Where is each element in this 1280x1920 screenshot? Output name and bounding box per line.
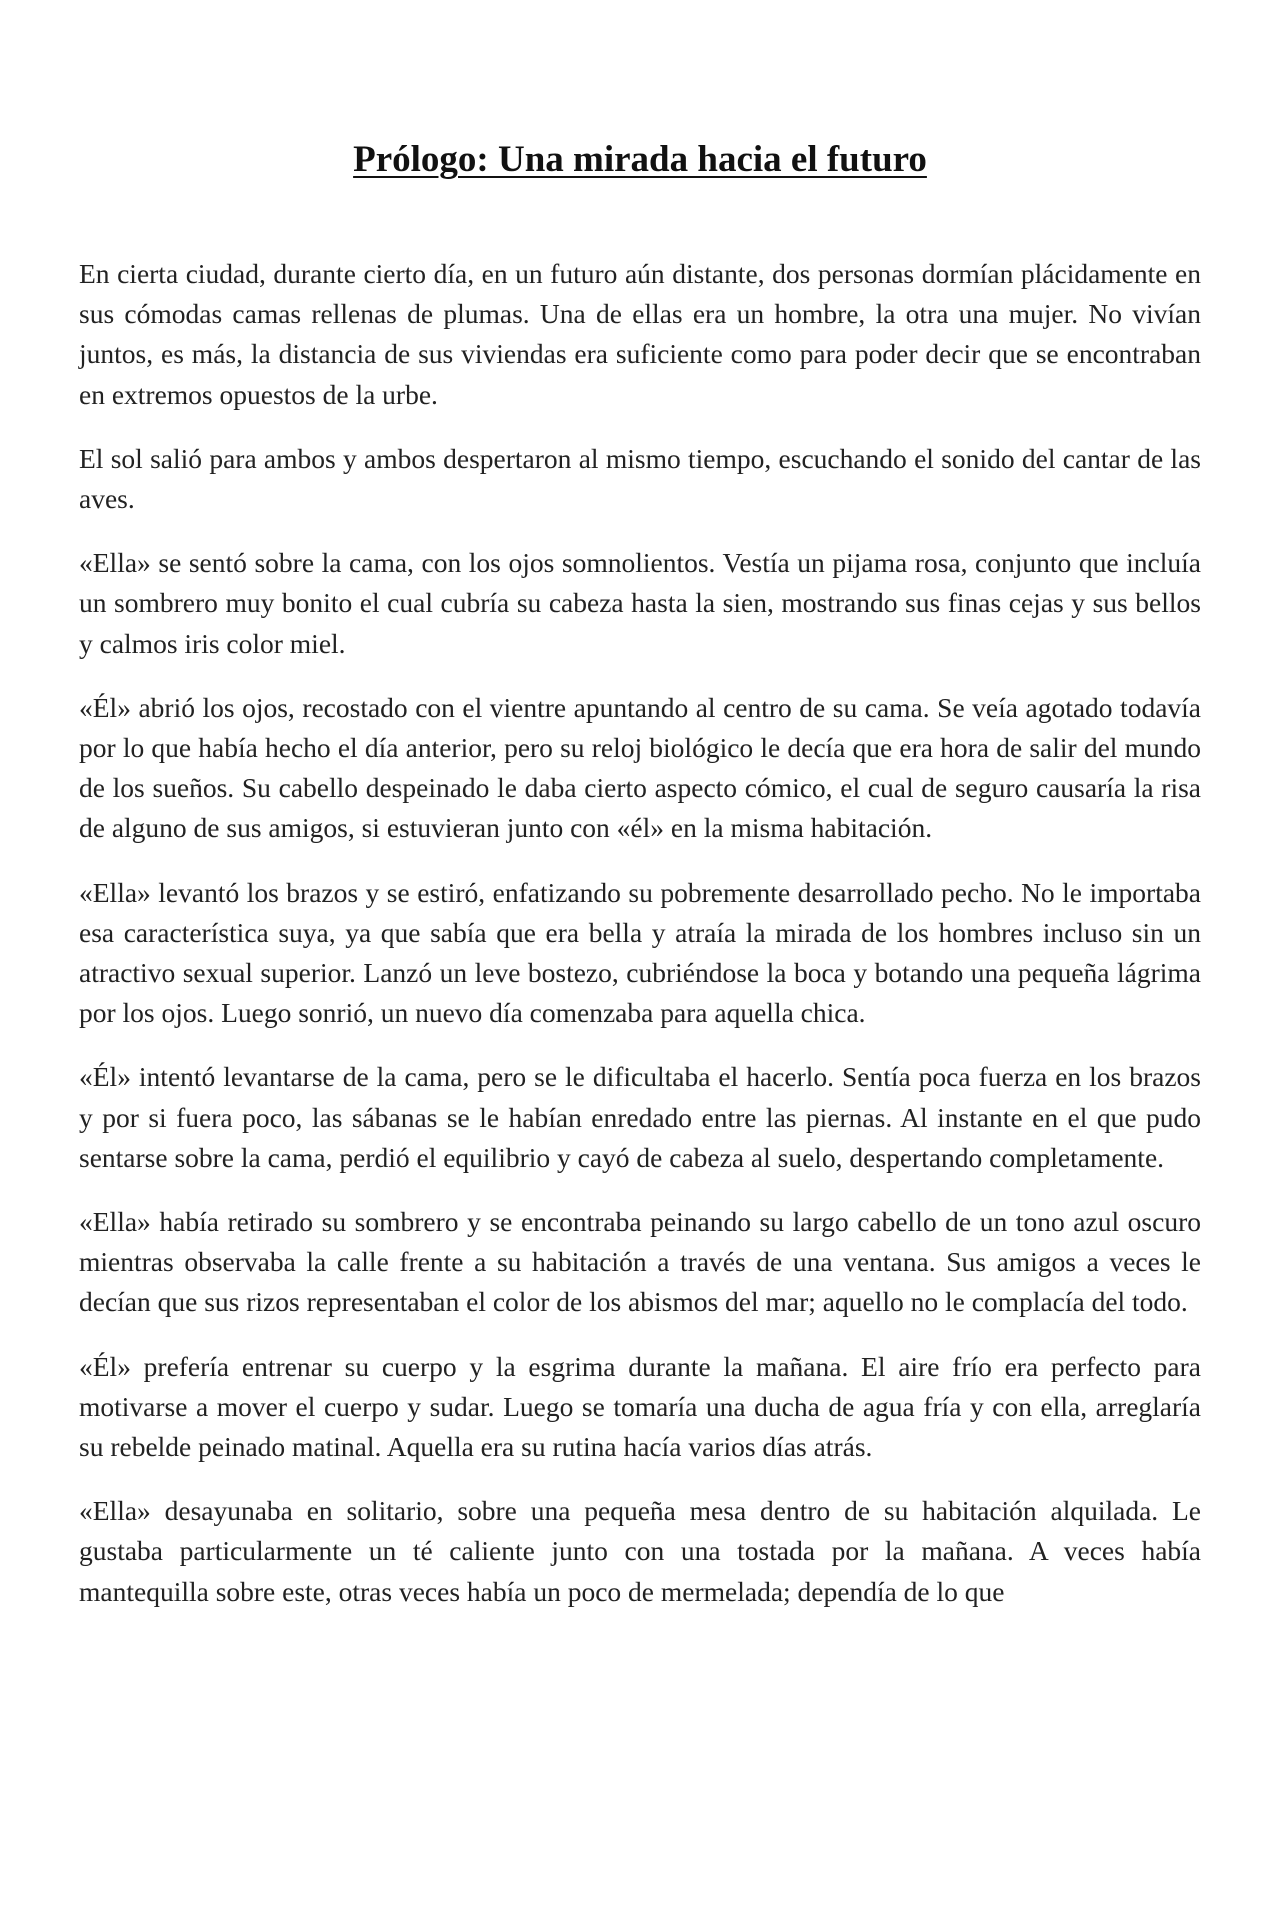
paragraph-5: «Ella» levantó los brazos y se estiró, enfatizando su pobremente desarrollado pecho. No le importaba esa característica suya, ya que sabía que era bella y atraía la mirada de los hombres incluso sin un atractivo sexual superior. Lanzó un leve bostezo, cubriéndose la boca y botando una pequeña lágrima por los ojos. Luego sonrió, un nuevo día comenzaba para aquella chica. bbox=[79, 876, 1201, 1029]
chapter-title: Prólogo: Una mirada hacia el futuro bbox=[353, 139, 927, 180]
paragraph-2: El sol salió para ambos y ambos despertaron al mismo tiempo, escuchando el sonido del cantar de las aves. bbox=[79, 442, 1201, 515]
paragraph-4: «Él» abrió los ojos, recostado con el vientre apuntando al centro de su cama. Se veía agotado todavía por lo que había hecho el día anterior, pero su reloj biológico le decía que era hora de salir del mundo de los sueños. Su cabello despeinado le daba cierto aspecto cómico, el cual de seguro causaría la risa de alguno de sus amigos, si estuvieran junto con «él» en la misma habitación. bbox=[79, 691, 1201, 844]
paragraph-3: «Ella» se sentó sobre la cama, con los ojos somnolientos. Vestía un pijama rosa, conjunto que incluía un sombrero muy bonito el cual cubría su cabeza hasta la sien, mostrando sus finas cejas y sus bellos y calmos iris color miel. bbox=[79, 547, 1201, 659]
paragraph-9: «Ella» desayunaba en solitario, sobre una pequeña mesa dentro de su habitación alquilada. Le gustaba particularmente un té caliente junto con una tostada por la mañana. A veces había mantequilla sobre este, otras veces había un poco de mermelada; dependía de lo que bbox=[79, 1495, 1201, 1607]
paragraph-6: «Él» intentó levantarse de la cama, pero se le dificultaba el hacerlo. Sentía poca fuerza en los brazos y por si fuera poco, las sábanas se le habían enredado entre las piernas. Al instante en el que pudo sentarse sobre la cama, perdió el equilibrio y cayó de cabeza al suelo, despertando completamente. bbox=[79, 1061, 1201, 1173]
body-text bbox=[79, 254, 1201, 1636]
paragraph-1: En cierta ciudad, durante cierto día, en un futuro aún distante, dos personas dormían plácidamente en sus cómodas camas rellenas de plumas. Una de ellas era un hombre, la otra una mujer. No vivían juntos, es más, la distancia de sus viviendas era suficiente como para poder decir que se encontraban en extremos opuestos de la urbe. bbox=[79, 258, 1201, 410]
paragraph-7: «Ella» había retirado su sombrero y se encontraba peinando su largo cabello de un tono azul oscuro mientras observaba la calle frente a su habitación a través de una ventana. Sus amigos a veces le decían que sus rizos representaban el color de los abismos del mar; aquello no le complacía del todo. bbox=[79, 1206, 1201, 1318]
paragraph-8: «Él» prefería entrenar su cuerpo y la esgrima durante la mañana. El aire frío era perfecto para motivarse a mover el cuerpo y sudar. Luego se tomaría una ducha de agua fría y con ella, arreglaría su rebelde peinado matinal. Aquella era su rutina hacía varios días atrás. bbox=[79, 1350, 1201, 1463]
